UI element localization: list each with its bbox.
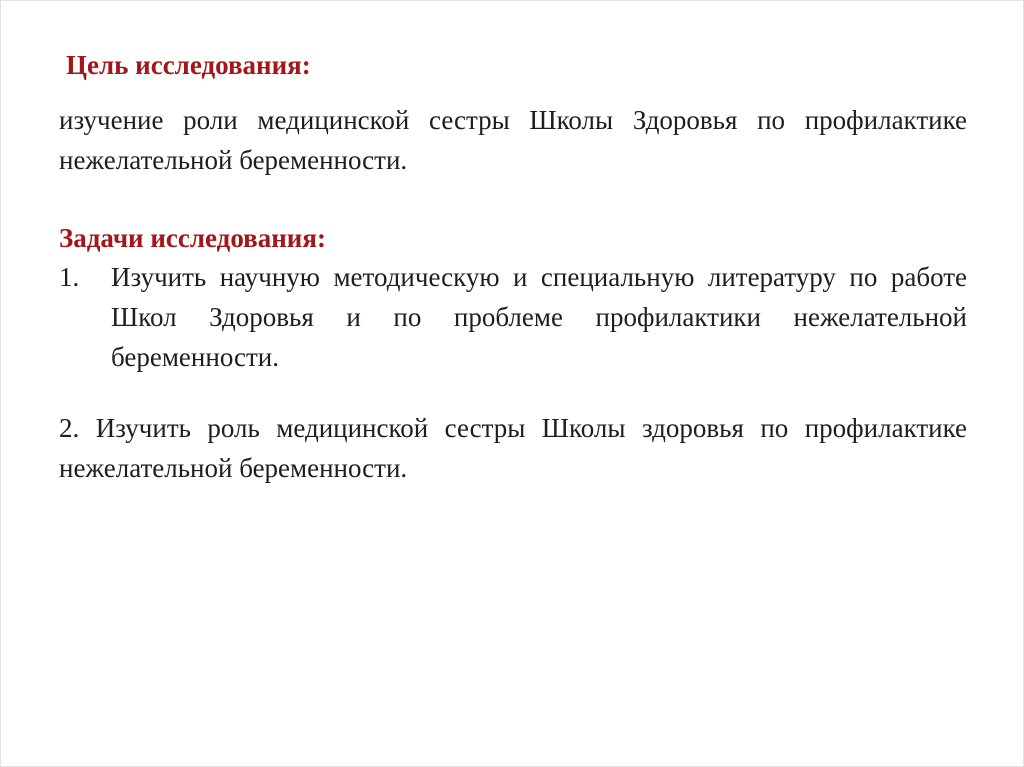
task-text-1: Изучить научную методическую и специальную литературу по работе Школ Здоровья и по проблеме профилактики нежелательной беременности.: [111, 262, 967, 372]
task-item-1: [59, 257, 967, 377]
goal-heading: Цель исследования:: [66, 50, 311, 80]
tasks-heading: Задачи исследования:: [59, 223, 326, 253]
task-number-1: 1.: [59, 262, 80, 292]
task-text-2: Изучить роль медицинской сестры Школы здоровья по профилактике нежелательной беременности.: [59, 413, 968, 483]
goal-text: изучение роли медицинской сестры Школы Здоровья по профилактике нежелательной беременности.: [59, 105, 967, 175]
task-number-2: 2.: [59, 413, 96, 443]
task-item-2: [59, 408, 967, 488]
